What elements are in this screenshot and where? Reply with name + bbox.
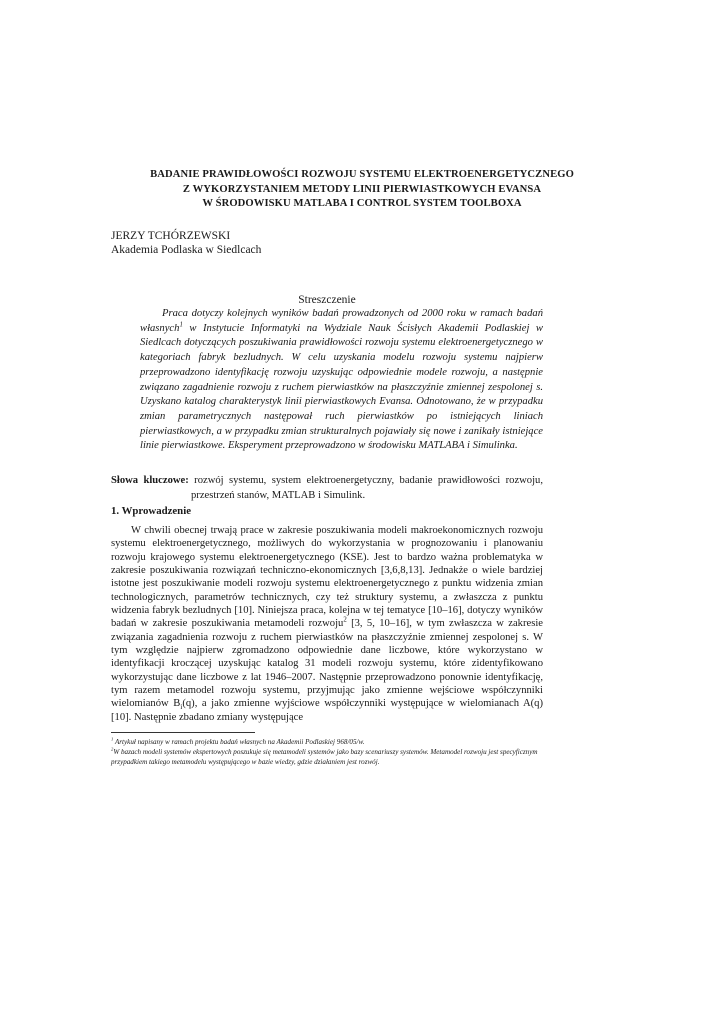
- footnote-2-text: W bazach modeli systemów ekspertowych poszukuje się metamodeli systemów jako bazy scenariuszy systemów. Metamodel rozwoju jest specyficznym przypadkiem takiego metamodelu występującego w bazie wiedzy, gdzie działaniem jest rozwój.: [111, 748, 538, 766]
- footnote-ref-1: 1: [179, 321, 183, 329]
- author-name: JERZY TCHÓRZEWSKI: [111, 230, 231, 242]
- abstract-heading: Streszczenie: [298, 294, 356, 306]
- footnotes: [111, 737, 551, 767]
- abstract-part-2: w Instytucie Informatyki na Wydziale Nauk Ścisłych Akademii Podlaskiej w Siedlcach dotyczących poszukiwania prawidłowości rozwoju systemu elektroenergetycznego w kategoriach fabryk bezludnych. W celu uzyskania modelu rozwoju systemu najpierw przeprowadzono identyfikację rozwoju uzyskując odpowiednie modele rozwoju, a następnie związano zagadnienie rozwoju z ruchem pierwiastków na płaszczyźnie zmiennej zespolonej s. Uzyskano katalog charakterystyk linii pierwiastkowych Evansa. Odnotowano, że w przypadku zmian parametrycznych następował ruch pierwiastków po istniejących liniach pierwiastkowych, a w przypadku zmian strukturalnych pojawiały się nowe i zanikały istniejące linie pierwiastkowe. Eksperyment przeprowadzono w środowisku MATLABA i Simulinka.: [140, 322, 543, 452]
- footnote-divider: [111, 732, 255, 733]
- title-line-3: W ŚRODOWISKU MATLABA I CONTROL SYSTEM TOOLBOXA: [202, 198, 522, 210]
- subscript-i: i: [180, 702, 183, 712]
- footnote-1-text: Artykuł napisany w ramach projektu badań własnych na Akademii Podlaskiej 968/05/w.: [113, 738, 365, 746]
- author-affiliation: Akademia Podlaska w Siedlcach: [111, 244, 262, 256]
- abstract-text: [140, 307, 543, 454]
- body-part-2: [3, 5, 10–16], w tym zwłaszcza w zakresie związania zagadnienia rozwoju z ruchem pierwiastków na płaszczyźnie zmiennej zespolonej s. W tym względzie najpierw zgromadzono odpowiednie dane liczbowe, które wykorzystano w identyfikacji kroczącej uzyskując katalog 31 modeli rozwoju systemu, które zidentyfikowano wykorzystując dane liczbowe z lat 1946–2007. Następnie przeprowadzono ponownie identyfikację, tym razem metamodel rozwoju systemu, przyjmując jako zmienne wejściowe współczynniki wielomianów B: [111, 618, 543, 710]
- title-line-2: Z WYKORZYSTANIEM METODY LINII PIERWIASTKOWYCH EVANSA: [182, 183, 542, 195]
- body-part-1: W chwili obecnej trwają prace w zakresie poszukiwania modeli makroekonomicznych rozwoju systemu elektroenergetycznego, możliwych do wykorzystania w prognozowaniu i planowaniu rozwoju krajowego systemu elektroenergetycznego (KSE). Jest to bardzo ważna problematyka w zakresie poszukiwania rozwiązań techniczno-ekonomicznych [3,6,8,13]. Jednakże o wiele bardziej istotne jest poszukiwanie modeli rozwoju systemu elektroenergetycznego z punktu widzenia zmian technologicznych, parametrów technicznych, czy też struktury systemu, a zwłaszcza z punktu widzenia fabryk bezludnych [10]. Niniejsza praca, kolejna w tej tematyce [10–16], dotyczy wyników badań w zakresie poszukiwania metamodeli rozwoju: [111, 525, 543, 630]
- title-line-1: BADANIE PRAWIDŁOWOŚCI ROZWOJU SYSTEMU ELEKTROENERGETYCZNEGO: [150, 169, 574, 180]
- keywords-label: Słowa kluczowe:: [111, 475, 189, 486]
- abstract-part-1: Praca dotyczy kolejnych wyników badań prowadzonych od 2000 roku w ramach badań własnych: [140, 308, 543, 334]
- section-heading: 1. Wprowadzenie: [111, 505, 191, 517]
- paper-title: [100, 168, 624, 212]
- footnote-1: [111, 737, 551, 747]
- body-part-3: (q), a jako zmienne wyjściowe współczynniki występujące w wielomianach A(q) [10]. Następnie zbadano zmiany występujące: [111, 698, 543, 723]
- keywords-text: rozwój systemu, system elektroenergetyczny, badanie prawidłowości rozwoju, przestrzeń stanów, MATLAB i Simulink.: [188, 475, 543, 501]
- footnote-2: [111, 747, 551, 767]
- keywords: [111, 474, 543, 503]
- footnote-2-mark: 2: [111, 746, 114, 752]
- footnote-ref-2: 2: [343, 616, 347, 624]
- author-block: [111, 229, 261, 257]
- footnote-1-mark: 1: [111, 736, 114, 742]
- section-body: [111, 524, 543, 724]
